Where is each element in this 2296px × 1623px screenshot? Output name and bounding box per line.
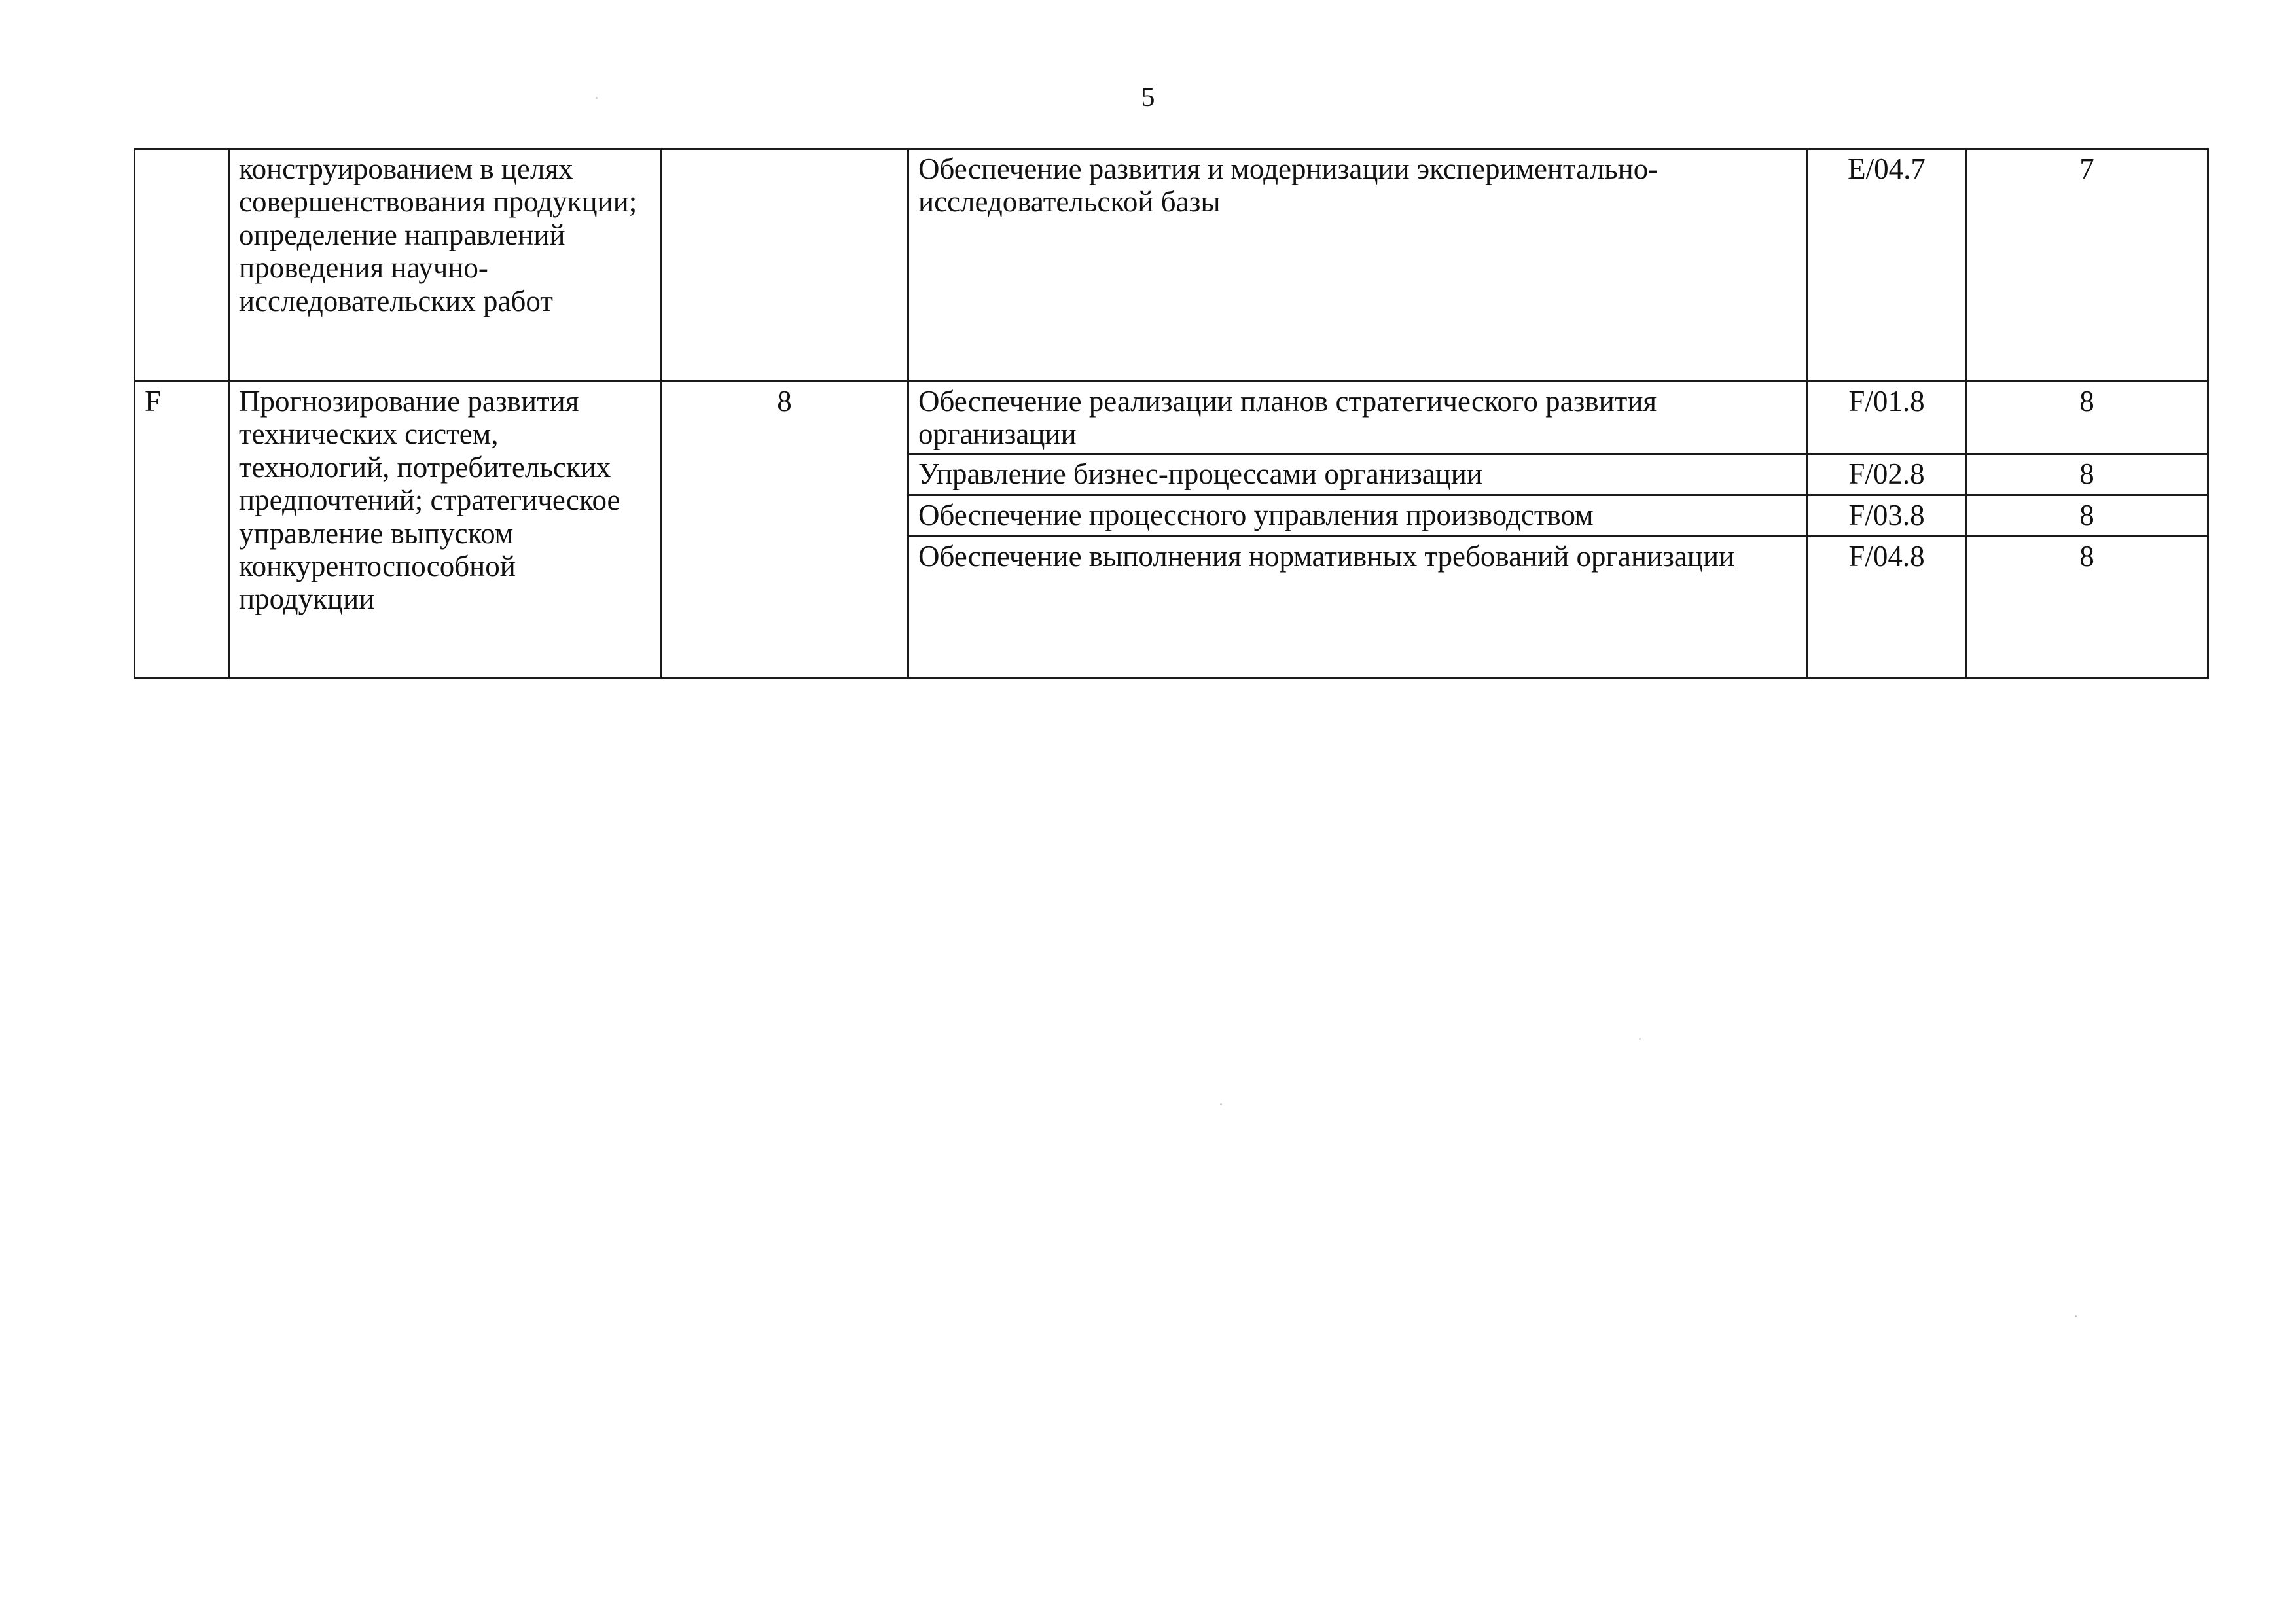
scan-speck [1220,1103,1222,1105]
table-row [135,382,2208,454]
page-number: 5 [1141,82,1155,113]
labor-function-code-cell: E/04.7 [1808,149,1966,382]
labor-function-name-cell: Обеспечение выполнения нормативных требований организации [908,537,1808,679]
qualification-level-cell: 8 [661,382,908,679]
labor-function-code-cell: F/02.8 [1808,454,1966,495]
generalized-function-name-cell: конструированием в целях совершенствования продукции; определение направлений проведения научно-исследовательских работ [229,149,661,382]
generalized-function-name-cell: Прогнозирование развития технических систем, технологий, потребительских предпочтений; стратегическое управление выпуском конкурентоспособной продукции [229,382,661,679]
labor-function-name-cell: Обеспечение развития и модернизации экспериментально-исследовательской базы [908,149,1808,382]
table-row [135,149,2208,382]
labor-function-level-cell: 8 [1966,382,2208,454]
scan-speck [1639,1038,1641,1040]
labor-function-level-cell: 8 [1966,537,2208,679]
generalized-function-code-cell: F [135,382,229,679]
qualification-level-cell [661,149,908,382]
labor-function-name-cell: Управление бизнес-процессами организации [908,454,1808,495]
labor-function-code-cell: F/04.8 [1808,537,1966,679]
labor-function-code-cell: F/03.8 [1808,495,1966,537]
functions-table [134,148,2209,679]
generalized-function-code-cell [135,149,229,382]
scan-speck [596,97,598,99]
labor-function-level-cell: 8 [1966,495,2208,537]
labor-function-name-cell: Обеспечение реализации планов стратегического развития организации [908,382,1808,454]
labor-function-name-cell: Обеспечение процессного управления производством [908,495,1808,537]
labor-function-code-cell: F/01.8 [1808,382,1966,454]
labor-function-level-cell: 7 [1966,149,2208,382]
labor-function-level-cell: 8 [1966,454,2208,495]
scan-speck [2075,1315,2077,1317]
